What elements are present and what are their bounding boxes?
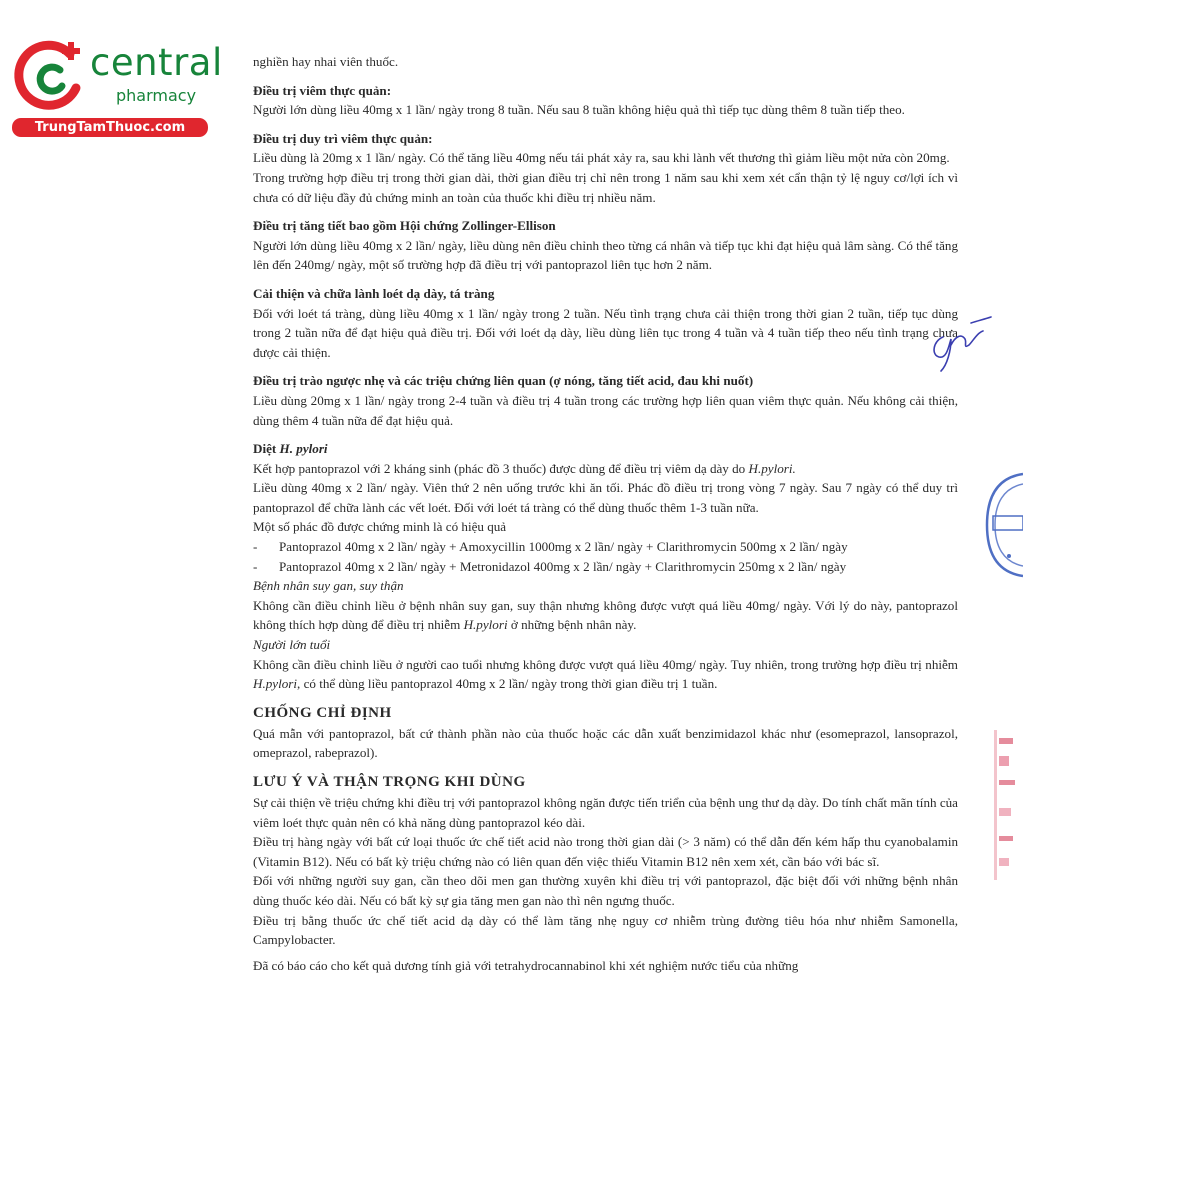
section-heading: Cải thiện và chữa lành loét dạ dày, tá tràng: [253, 285, 495, 301]
section-heading: Điều trị duy trì viêm thực quản:: [253, 130, 433, 146]
bullet-dash: -: [253, 539, 258, 555]
document-page: [253, 52, 958, 975]
section-heading: Điều trị trào ngược nhẹ và các triệu chứng liên quan (ợ nóng, tăng tiết acid, đau khi nuốt): [253, 373, 754, 389]
blue-stamp-icon: [983, 470, 1023, 580]
paragraph: Liều dùng 20mg x 1 lần/ ngày trong 2-4 tuần và điều trị 4 tuần trong các trường hợp liên quan viêm thực quản. Nếu không cải thiện, dùng thêm 4 tuần nữa để đạt hiệu quả.: [253, 392, 958, 428]
paragraph: Liều dùng là 20mg x 1 lần/ ngày. Có thể tăng liều 40mg nếu tái phát xảy ra, sau khi lành vết thương thì giảm liều một nửa còn 20mg.: [253, 150, 950, 166]
paragraph: Điều trị bằng thuốc ức chế tiết acid dạ dày có thể làm tăng nhẹ nguy cơ nhiễm trùng đường tiêu hóa như nhiễm Samonella, Campylobacter.: [253, 912, 958, 948]
text: , có thể dùng liều pantoprazol 40mg x 2 lần/ ngày trong thời gian điều trị 1 tuần.: [297, 676, 718, 692]
bullet-dash: -: [253, 558, 258, 574]
section-title: LƯU Ý VÀ THẬN TRỌNG KHI DÙNG: [253, 774, 526, 790]
section-heading: Điều trị viêm thực quản:: [253, 82, 392, 98]
paragraph: nghiền hay nhai viên thuốc.: [253, 54, 399, 69]
list-item-text: Pantoprazol 40mg x 2 lần/ ngày + Metronidazol 400mg x 2 lần/ ngày + Clarithromycin 250mg x 2 lần/ ngày: [279, 558, 847, 574]
section-heading: [253, 439, 958, 459]
text: Không cần điều chỉnh liều ở người cao tuổi nhưng không được vượt quá liều 40mg/ ngày. Tuy nhiên, trong trường hợp điều trị nhiễm: [253, 656, 958, 672]
paragraph: Đối với những người suy gan, cần theo dõi men gan thường xuyên khi điều trị với pantoprazol, đặc biệt đối với những bệnh nhân dùng thuốc kéo dài. Nếu có bất kỳ sự gia tăng men gan nào thì nên ngưng thuốc.: [253, 873, 958, 908]
subsection-heading: Người lớn tuổi: [253, 637, 331, 653]
paragraph: Người lớn dùng liều 40mg x 1 lần/ ngày trong 8 tuần. Nếu sau 8 tuần không hiệu quả thì tiếp tục dùng thêm 8 tuần tiếp theo.: [253, 102, 905, 118]
red-stamp-icon: [990, 728, 1020, 888]
list-item: [253, 557, 958, 577]
brand-subtitle: pharmacy: [116, 86, 197, 105]
text: Không cần điều chỉnh liều ở bệnh nhân suy gan, suy thận nhưng không được vượt quá liều 40mg/ ngày. Với lý do này, pantoprazol không thích hợp dùng để điều trị nhiễm: [253, 597, 958, 633]
brand-name: central: [90, 41, 223, 84]
paragraph: Người lớn dùng liều 40mg x 2 lần/ ngày, liều dùng nên điều chỉnh theo từng cá nhân và tiếp tục khi đạt hiệu quả lâm sàng. Có thể tăng lên đến 240mg/ ngày, một số trường hợp đã điều trị với pantoprazol liên tục hơn 2 năm.: [253, 237, 958, 273]
section-heading: Điều trị tăng tiết bao gồm Hội chứng Zollinger-Ellison: [253, 218, 556, 234]
text: Kết hợp pantoprazol với 2 kháng sinh (phác đồ 3 thuốc) được dùng để điều trị viêm dạ dày do: [253, 460, 749, 476]
paragraph: Trong trường hợp điều trị trong thời gian dài, thời gian điều trị chỉ nên trong 1 năm sau khi xem xét cẩn thận tỷ lệ nguy cơ/lợi ích vì chưa có dữ liệu đầy đủ chứng minh an toàn của thuốc khi điều trị nhiều năm.: [253, 169, 958, 205]
heading-italic-text: H. pylori: [279, 441, 328, 457]
section-title: CHỐNG CHỈ ĐỊNH: [253, 704, 392, 721]
brand-website: TrungTamThuoc.com: [12, 118, 208, 137]
heading-text: Diệt: [253, 441, 280, 457]
text: ở những bệnh nhân này.: [507, 617, 637, 633]
paragraph: Liều dùng 40mg x 2 lần/ ngày. Viên thứ 2 nên uống trước khi ăn tối. Phác đồ điều trị trong vòng 7 ngày. Sau 7 ngày có thể duy trì pantoprazol để chữa lành các vết loét. Đối với loét tá tràng có thể dùng thuốc thêm 1-3 tuần nữa.: [253, 480, 958, 515]
paragraph: Sự cải thiện về triệu chứng khi điều trị với pantoprazol không ngăn được tiến triển của bệnh ung thư dạ dày. Do tính chất mãn tính của viêm loét thực quản nên có khả năng dùng pantoprazol kéo dài.: [253, 795, 958, 830]
paragraph: Đã có báo cáo cho kết quả dương tính giả với tetrahydrocannabinol khi xét nghiệm nước tiểu của những: [253, 957, 799, 973]
paragraph: [253, 459, 958, 479]
italic-text: H.pylori.: [748, 460, 796, 476]
paragraph: Đối với loét tá tràng, dùng liều 40mg x 1 lần/ ngày trong 2 tuần. Nếu tình trạng chưa cải thiện trong thời gian 2 tuần, tiếp tục dùng trong 2 tuần nữa để đạt hiệu quả điều trị. Đối với loét dạ dày, liều dùng liên tục trong 4 tuần và 4 tuần tiếp theo nếu tình trạng chưa được cải thiện.: [253, 305, 958, 360]
paragraph: Quá mẫn với pantoprazol, bất cứ thành phần nào của thuốc hoặc các dẫn xuất benzimidazol khác như (esomeprazol, lansoprazol, omeprazol, rabeprazol).: [253, 725, 958, 761]
central-pharmacy-logo-icon: [12, 40, 88, 116]
paragraph: [253, 596, 958, 635]
signature-icon: [925, 315, 995, 375]
paragraph: Điều trị hàng ngày với bất cứ loại thuốc ức chế tiết acid nào trong thời gian dài (> 3 năm) có thể dẫn đến kém hấp thu cyanobalamin (Vitamin B12). Nếu có bất kỳ triệu chứng nào có liên quan đến việc thiếu Vitamin B12 nên xem xét, cần báo với bác sĩ.: [253, 834, 958, 869]
paragraph: [253, 655, 958, 694]
list-item-text: Pantoprazol 40mg x 2 lần/ ngày + Amoxycillin 1000mg x 2 lần/ ngày + Clarithromycin 500mg x 2 lần/ ngày: [279, 539, 848, 555]
paragraph: Một số phác đồ được chứng minh là có hiệu quả: [253, 519, 507, 535]
italic-text: H.pylori: [463, 617, 508, 633]
italic-text: H.pylori: [253, 676, 298, 692]
subsection-heading: Bệnh nhân suy gan, suy thận: [253, 578, 404, 594]
list-item: [253, 537, 958, 557]
